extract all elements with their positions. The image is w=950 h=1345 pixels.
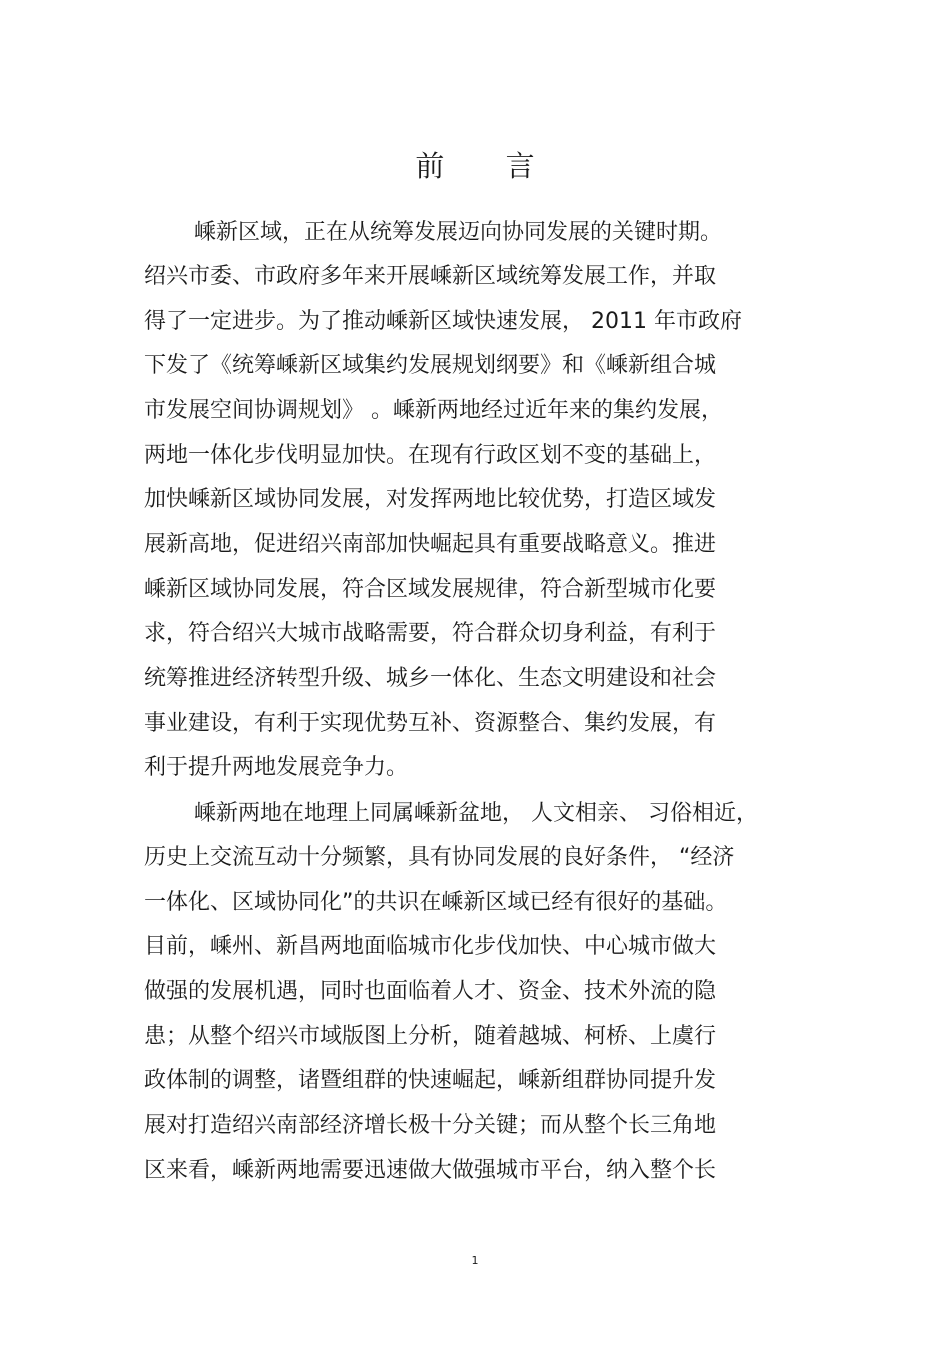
paragraph-line: 加快嵊新区域协同发展，对发挥两地比较优势，打造区域发 [144, 487, 717, 512]
paragraph-line: 绍兴市委、市政府多年来开展嵊新区域统筹发展工作，并取 [144, 264, 717, 289]
paragraph-line: 下发了《统筹嵊新区域集约发展规划纲要》和《嵊新组合城 [144, 353, 717, 378]
page-title: 前 言 [415, 149, 561, 183]
paragraph-line: 展对打造绍兴南部经济增长极十分关键；而从整个长三角地 [144, 1113, 717, 1138]
paragraph-line: 嵊新区域协同发展，符合区域发展规律，符合新型城市化要 [144, 577, 717, 602]
paragraph-line: 一体化、区域协同化”的共识在嵊新区域已经有很好的基础。 [144, 890, 728, 915]
paragraph-line: 市发展空间协调规划》 。嵊新两地经过近年来的集约发展， [144, 398, 723, 423]
paragraph-line: 利于提升两地发展竞争力。 [144, 755, 409, 780]
paragraph-line: 求，符合绍兴大城市战略需要，符合群众切身利益，有利于 [144, 621, 717, 646]
paragraph-line: 统筹推进经济转型升级、城乡一体化、生态文明建设和社会 [144, 666, 717, 691]
page-number: 1 [471, 1254, 479, 1267]
paragraph-line: 得了一定进步。为了推动嵊新区域快速发展， 2011 年市政府 [144, 309, 742, 334]
paragraph-line: 患；从整个绍兴市域版图上分析，随着越城、柯桥、上虞行 [144, 1024, 717, 1049]
paragraph-line: 嵊新区域，正在从统筹发展迈向协同发展的关键时期。 [194, 220, 723, 245]
paragraph-line: 做强的发展机遇，同时也面临着人才、资金、技术外流的隐 [144, 979, 717, 1004]
paragraph-line: 目前，嵊州、新昌两地面临城市化步伐加快、中心城市做大 [144, 934, 717, 959]
paragraph-line: 区来看，嵊新两地需要迅速做大做强城市平台，纳入整个长 [144, 1158, 717, 1183]
paragraph-line: 政体制的调整，诸暨组群的快速崛起，嵊新组群协同提升发 [144, 1068, 717, 1093]
paragraph-line: 事业建设，有利于实现优势互补、资源整合、集约发展，有 [144, 711, 717, 736]
paragraph-line: 嵊新两地在地理上同属嵊新盆地， 人文相亲、 习俗相近， [194, 801, 758, 826]
paragraph-line: 历史上交流互动十分频繁，具有协同发展的良好条件， “经济 [144, 845, 735, 870]
paragraph-line: 展新高地，促进绍兴南部加快崛起具有重要战略意义。推进 [144, 532, 717, 557]
paragraph-line: 两地一体化步伐明显加快。在现有行政区划不变的基础上， [144, 443, 717, 468]
